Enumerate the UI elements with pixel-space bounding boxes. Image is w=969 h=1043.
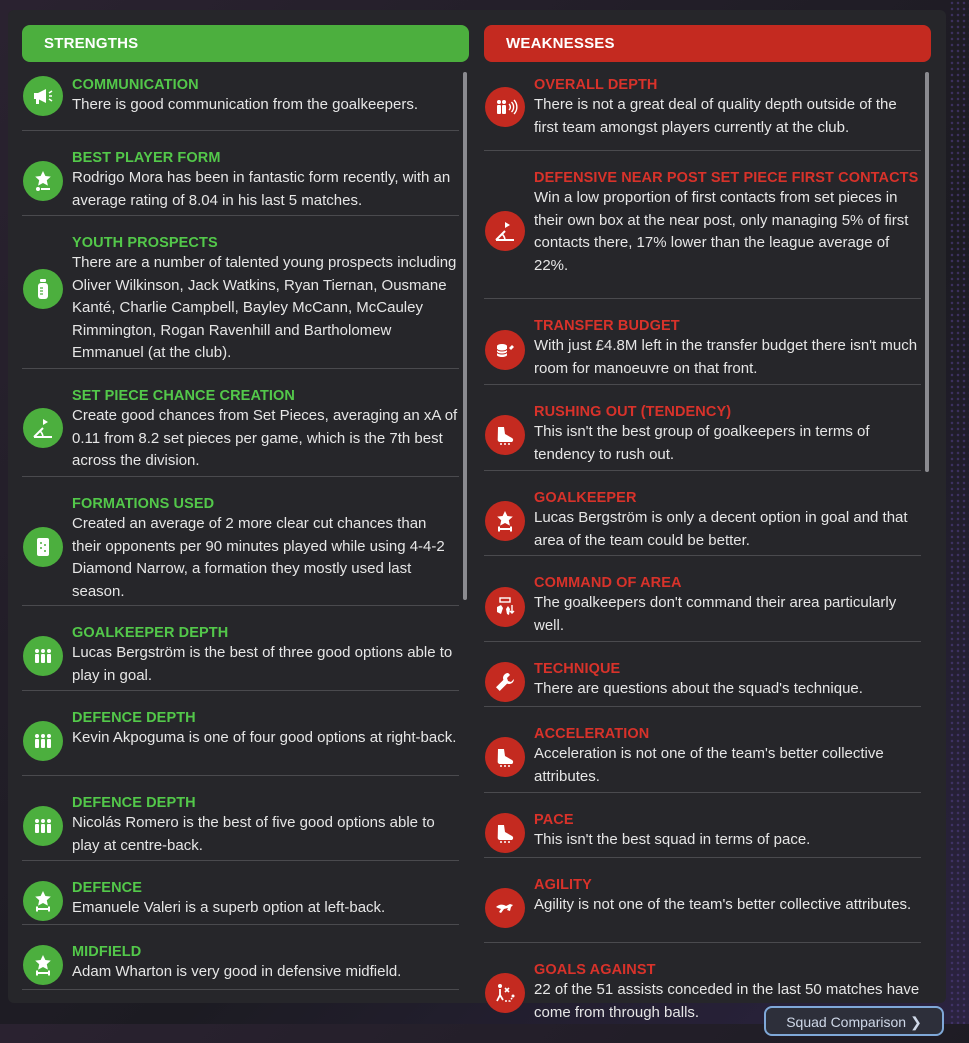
goalkeeper-hands-icon bbox=[485, 587, 525, 627]
money-stack-icon bbox=[485, 330, 525, 370]
corner-flag-icon bbox=[485, 211, 525, 251]
players-group-icon bbox=[23, 806, 63, 846]
weakness-item[interactable] bbox=[484, 642, 921, 707]
tactics-board-icon bbox=[23, 527, 63, 567]
weakness-item[interactable] bbox=[484, 151, 921, 299]
strengths-header: STRENGTHS bbox=[22, 25, 469, 62]
weakness-item[interactable] bbox=[484, 556, 921, 642]
item-description: With just £4.8M left in the transfer budget there isn't much room for manoeuvre on that front. bbox=[534, 337, 918, 377]
baby-bottle-icon bbox=[23, 269, 63, 309]
item-description: This isn't the best squad in terms of pace. bbox=[534, 831, 811, 848]
strength-item[interactable] bbox=[22, 72, 459, 131]
boot-icon bbox=[485, 415, 525, 455]
item-title: MIDFIELD bbox=[72, 944, 142, 960]
strength-item[interactable] bbox=[22, 606, 459, 691]
item-description: Adam Wharton is very good in defensive midfield. bbox=[72, 963, 402, 980]
weaknesses-header: WEAKNESSES bbox=[484, 25, 931, 62]
item-title: AGILITY bbox=[534, 877, 592, 893]
weaknesses-scrollbar[interactable] bbox=[925, 72, 929, 472]
star-player-icon bbox=[23, 881, 63, 921]
players-depth-icon bbox=[485, 87, 525, 127]
item-title: GOALKEEPER bbox=[534, 490, 637, 506]
strength-item[interactable] bbox=[22, 861, 459, 925]
item-title: OVERALL DEPTH bbox=[534, 77, 658, 93]
weaknesses-list[interactable] bbox=[484, 72, 921, 1021]
item-description: 22 of the 51 assists conceded in the last 50 matches have come from through balls. bbox=[534, 981, 920, 1021]
through-ball-icon bbox=[485, 973, 525, 1013]
item-title: DEFENCE DEPTH bbox=[72, 795, 196, 811]
strength-item[interactable] bbox=[22, 925, 459, 990]
weakness-item[interactable] bbox=[484, 858, 921, 943]
item-title: FORMATIONS USED bbox=[72, 496, 215, 512]
strengths-scrollbar-thumb[interactable] bbox=[463, 72, 467, 600]
item-description: Win a low proportion of first contacts from set pieces in their own box at the near post, only managing 5% of first contacts there, 17% lower than the league average of 22%. bbox=[534, 189, 909, 274]
star-player-icon bbox=[485, 501, 525, 541]
star-player-icon bbox=[23, 161, 63, 201]
strengths-scrollbar[interactable] bbox=[463, 72, 467, 600]
item-description: There are questions about the squad's technique. bbox=[534, 680, 863, 697]
weakness-item[interactable] bbox=[484, 793, 921, 858]
item-description: There are a number of talented young prospects including Oliver Wilkinson, Jack Watkins, Ryan Tiernan, Ousmane Kanté, Charlie Campbell, Bayley McCann, McCauley Rimmington, Rogan Ravenhill and Bartholomew Emmanuel (at the club). bbox=[72, 254, 457, 361]
item-description: Kevin Akpoguma is one of four good options at right-back. bbox=[72, 729, 457, 746]
item-description: Lucas Bergström is the best of three good options able to play in goal. bbox=[72, 644, 453, 684]
strengths-weaknesses-panel bbox=[8, 10, 946, 1021]
weakness-item[interactable] bbox=[484, 707, 921, 793]
boot-icon bbox=[485, 737, 525, 777]
strength-item[interactable] bbox=[22, 131, 459, 216]
item-description: Create good chances from Set Pieces, averaging an xA of 0.11 from 8.2 set pieces per game, which is the 7th best across the division. bbox=[72, 407, 458, 469]
weakness-item[interactable] bbox=[484, 299, 921, 385]
item-description: Rodrigo Mora has been in fantastic form recently, with an average rating of 8.04 in his last 5 matches. bbox=[72, 169, 451, 209]
strength-item[interactable] bbox=[22, 776, 459, 861]
players-group-icon bbox=[23, 721, 63, 761]
squad-comparison-label: Squad Comparison bbox=[786, 1014, 907, 1030]
squad-comparison-button[interactable] bbox=[764, 1006, 944, 1036]
item-title: YOUTH PROSPECTS bbox=[72, 235, 218, 251]
item-description: Agility is not one of the team's better collective attributes. bbox=[534, 896, 912, 913]
item-title: TRANSFER BUDGET bbox=[534, 318, 680, 334]
item-title: TECHNIQUE bbox=[534, 661, 621, 677]
star-player-icon bbox=[23, 945, 63, 985]
item-title: COMMUNICATION bbox=[72, 77, 199, 93]
item-description: Acceleration is not one of the team's better collective attributes. bbox=[534, 745, 884, 785]
strength-item[interactable] bbox=[22, 477, 459, 606]
background-pattern bbox=[949, 0, 969, 1024]
megaphone-icon bbox=[23, 76, 63, 116]
strength-item[interactable] bbox=[22, 691, 459, 776]
item-title: BEST PLAYER FORM bbox=[72, 150, 221, 166]
item-description: Created an average of 2 more clear cut chances than their opponents per 90 minutes played while using 4-4-2 Diamond Narrow, a formation they mostly used last season. bbox=[72, 515, 445, 600]
wrench-icon bbox=[485, 662, 525, 702]
strengths-list[interactable] bbox=[22, 72, 459, 1002]
boot-icon bbox=[485, 813, 525, 853]
item-title: GOALKEEPER DEPTH bbox=[72, 625, 229, 641]
strength-item[interactable] bbox=[22, 216, 459, 369]
strength-item[interactable] bbox=[22, 369, 459, 477]
corner-flag-icon bbox=[23, 408, 63, 448]
agility-icon bbox=[485, 888, 525, 928]
item-description: There is good communication from the goalkeepers. bbox=[72, 96, 419, 113]
item-description: Emanuele Valeri is a superb option at left-back. bbox=[72, 899, 386, 916]
item-description: Lucas Bergström is only a decent option in goal and that area of the team could be better. bbox=[534, 509, 908, 549]
item-description: The goalkeepers don't command their area particularly well. bbox=[534, 594, 897, 634]
item-title: SET PIECE CHANCE CREATION bbox=[72, 388, 295, 404]
chevron-right-icon: ❯ bbox=[910, 1014, 922, 1030]
players-group-icon bbox=[23, 636, 63, 676]
item-title: GOALS AGAINST bbox=[534, 962, 656, 978]
item-description: This isn't the best group of goalkeepers in terms of tendency to rush out. bbox=[534, 423, 870, 463]
item-title: DEFENCE DEPTH bbox=[72, 710, 196, 726]
weakness-item[interactable] bbox=[484, 471, 921, 556]
item-title: ACCELERATION bbox=[534, 726, 650, 742]
item-title: DEFENSIVE NEAR POST SET PIECE FIRST CONTACTS bbox=[534, 170, 919, 186]
item-title: PACE bbox=[534, 812, 574, 828]
weaknesses-scrollbar-thumb[interactable] bbox=[925, 72, 929, 472]
item-title: DEFENCE bbox=[72, 880, 142, 896]
item-description: There is not a great deal of quality depth outside of the first team amongst players currently at the club. bbox=[534, 96, 897, 136]
weakness-item[interactable] bbox=[484, 385, 921, 471]
item-title: COMMAND OF AREA bbox=[534, 575, 682, 591]
item-description: Nicolás Romero is the best of five good options able to play at centre-back. bbox=[72, 814, 435, 854]
weakness-item[interactable] bbox=[484, 72, 921, 151]
item-title: RUSHING OUT (TENDENCY) bbox=[534, 404, 732, 420]
